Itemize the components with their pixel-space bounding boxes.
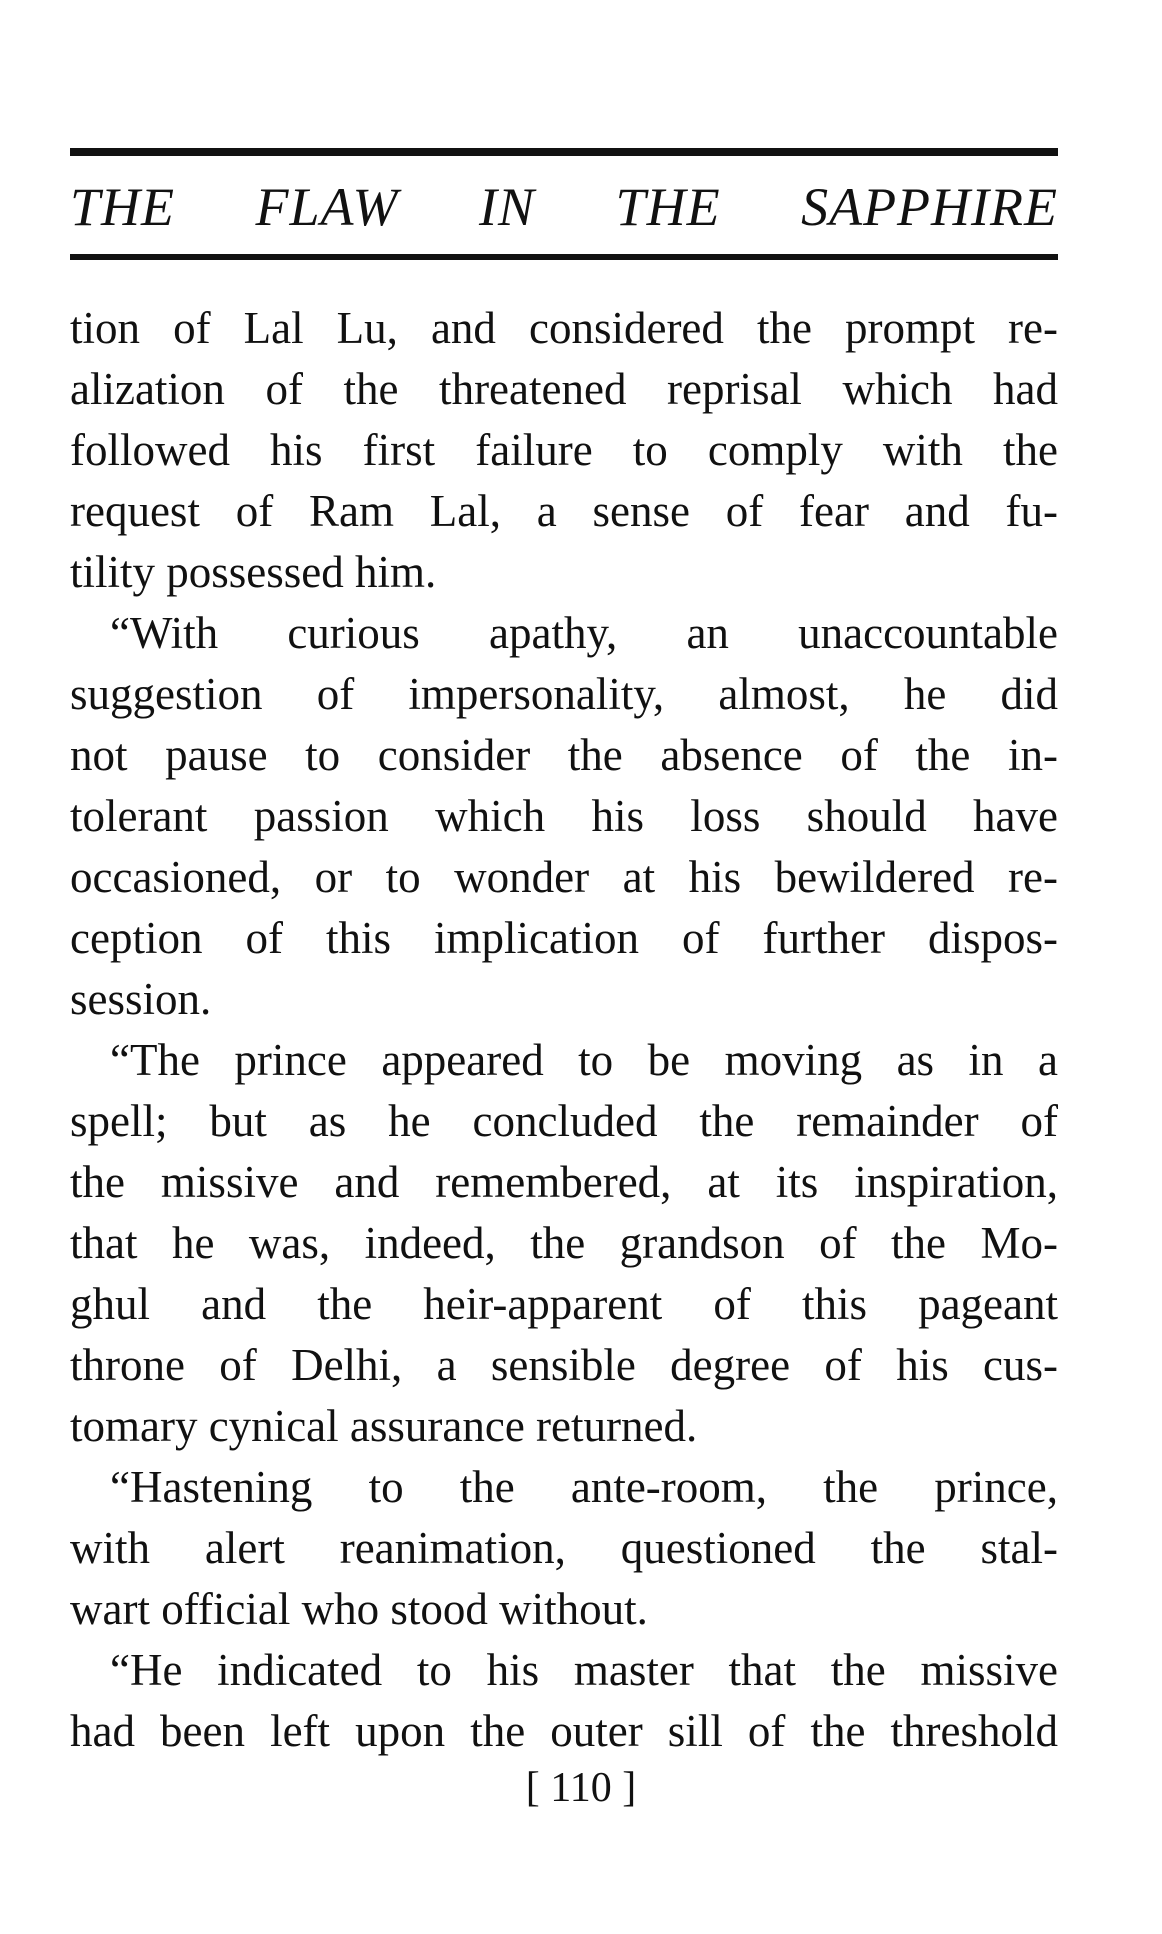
text-line: tility possessed him.: [70, 547, 437, 597]
text-line: alization of the threatened reprisal which had: [70, 364, 1058, 414]
text-line: had been left upon the outer sill of the threshold: [70, 1706, 1058, 1756]
header-rule-bottom: [70, 254, 1058, 260]
text-line: tomary cynical assurance returned.: [70, 1401, 698, 1451]
running-head: [70, 172, 1058, 242]
text-line: spell; but as he concluded the remainder of: [70, 1096, 1058, 1146]
text-line: wart official who stood without.: [70, 1584, 648, 1634]
running-head-word: THE: [615, 177, 721, 237]
text-line: “With curious apathy, an unaccountable: [110, 608, 1058, 658]
text-line: tion of Lal Lu, and considered the prompt re-: [70, 303, 1058, 353]
text-line: “The prince appeared to be moving as in a: [110, 1035, 1058, 1085]
running-head-word: THE: [70, 177, 176, 237]
header-rule-top: [70, 148, 1058, 156]
running-head-word: SAPPHIRE: [801, 177, 1058, 237]
text-line: ception of this implication of further dispos-: [70, 913, 1058, 963]
text-line: “Hastening to the ante-room, the prince,: [110, 1462, 1058, 1512]
body-text: [70, 298, 1058, 1762]
text-line: suggestion of impersonality, almost, he did: [70, 669, 1058, 719]
text-line: tolerant passion which his loss should have: [70, 791, 1058, 841]
text-line: not pause to consider the absence of the in-: [70, 730, 1058, 780]
text-line: session.: [70, 974, 212, 1024]
text-line: ghul and the heir-apparent of this pageant: [70, 1279, 1058, 1329]
text-line: throne of Delhi, a sensible degree of his cus-: [70, 1340, 1058, 1390]
text-line: occasioned, or to wonder at his bewildered re-: [70, 852, 1058, 902]
page-number: [ 110 ]: [525, 1765, 637, 1811]
running-head-word: FLAW: [255, 177, 399, 237]
text-line: request of Ram Lal, a sense of fear and fu-: [70, 486, 1058, 536]
running-head-word: IN: [479, 177, 536, 237]
text-line: followed his first failure to comply with the: [70, 425, 1058, 475]
text-line: with alert reanimation, questioned the stal-: [70, 1523, 1058, 1573]
text-line: “He indicated to his master that the missive: [110, 1645, 1058, 1695]
text-line: that he was, indeed, the grandson of the Mo-: [70, 1218, 1058, 1268]
text-line: the missive and remembered, at its inspiration,: [70, 1157, 1058, 1207]
